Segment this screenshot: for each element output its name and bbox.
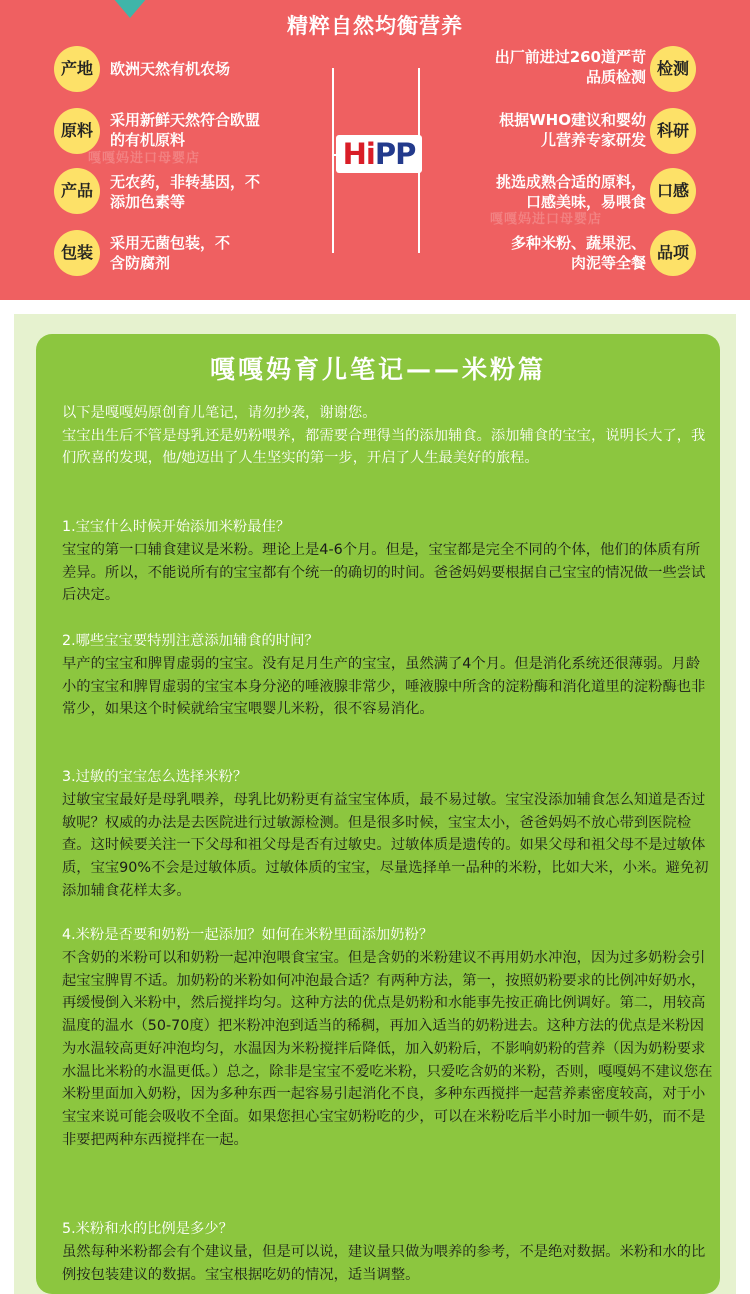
article-title: 嘎嘎妈育儿笔记——米粉篇 xyxy=(209,355,546,384)
badge-variety: 品项 xyxy=(650,230,696,276)
badge-taste: 口感 xyxy=(650,168,696,214)
shop-watermark: 嘎嘎妈进口母婴店 xyxy=(88,151,201,166)
feature-text-origin: 欧洲天然有机农场 xyxy=(110,60,231,78)
feature-text-taste: 挑选成熟合适的原料，口感美味，易喂食 xyxy=(495,173,646,211)
badge-testing: 检测 xyxy=(650,46,696,92)
feature-text-packaging: 采用无菌包装，不含防腐剂 xyxy=(110,234,231,272)
badge-research: 科研 xyxy=(650,108,696,154)
left-connector-line xyxy=(332,68,334,253)
shop-watermark: 嘎嘎妈进口母婴店 xyxy=(490,212,603,227)
badge-origin: 产地 xyxy=(54,46,100,92)
article-intro: 以下是嘎嘎妈原创育儿笔记，请勿抄袭，谢谢您。 宝宝出生后不管是母乳还是奶粉喂养，都需要合理得当的添加辅食。添加辅食的宝宝，说明长大了，我们欣喜的发现，他/她迈出了人生坚实的第一步，开启了人生最美好的旅程。 xyxy=(62,405,706,467)
question-4: 4.米粉是否要和奶粉一起添加？如何在米粉里面添加奶粉？ xyxy=(62,927,434,943)
banner-title: 精粹自然均衡营养 xyxy=(287,14,463,38)
badge-ingredients: 原料 xyxy=(54,108,100,154)
badge-packaging: 包装 xyxy=(54,230,100,276)
product-feature-banner xyxy=(0,0,750,300)
badge-product: 产品 xyxy=(54,168,100,214)
feature-text-variety: 多种米粉、蔬果泥、肉泥等全餐 xyxy=(510,234,646,272)
feature-text-testing: 出厂前进过260道严苛品质检测 xyxy=(494,48,646,86)
feature-text-ingredients: 采用新鲜天然符合欧盟的有机原料 xyxy=(110,111,261,149)
answer-4: 不含奶的米粉可以和奶粉一起冲泡喂食宝宝。但是含奶的米粉建议不再用奶水冲泡，因为过多奶粉会引起宝宝脾胃不适。加奶粉的米粉如何冲泡最合适？有两种方法，第一，按照奶粉要求的比例冲好奶水，再缓慢倒入米粉中，然后搅拌均匀。这种方法的优点是奶粉和水能事先按正确比例调好。第二，用较高温度的温水（50-70度）把米粉冲泡到适当的稀稠，再加入适当的奶粉进去。这种方法的优点是米粉因为水温较高更好冲泡均匀，水温因为米粉搅拌后降低，加入奶粉后，不影响奶粉的营养（因为奶粉要求水温比米粉的水温更低。）总之，除非是宝宝不爱吃米粉，只爱吃含奶的米粉，否则，嘎嘎妈不建议您在米粉里面加入奶粉，因为多种东西一起容易引起消化不良，多种东西搅拌一起营养素密度较高，对于小宝宝来说可能会吸收不全面。如果您担心宝宝奶粉吃的少，可以在米粉吃后半小时加一顿牛奶，而不是非要把两种东西搅拌在一起。 xyxy=(62,950,713,1148)
feature-text-product: 无农药，非转基因，不添加色素等 xyxy=(110,173,261,211)
hipp-logo: HiPP xyxy=(336,135,422,173)
answer-5: 虽然每种米粉都会有个建议量，但是可以说，建议量只做为喂养的参考，不是绝对数据。米粉和水的比例按包装建议的数据。宝宝根据吃奶的情况，适当调整。 xyxy=(62,1244,706,1283)
question-1: 1.宝宝什么时候开始添加米粉最佳？ xyxy=(62,519,291,535)
feature-text-research: 根据WHO建议和婴幼儿营养专家研发 xyxy=(499,111,646,149)
answer-1: 宝宝的第一口辅食建议是米粉。理论上是4-6个月。但是，宝宝都是完全不同的个体，他们的体质有所差异。所以，不能说所有的宝宝都有个统一的确切的时间。爸爸妈妈要根据自己宝宝的情况做一些尝试后决定。 xyxy=(62,542,706,604)
question-2: 2.哪些宝宝要特别注意添加辅食的时间？ xyxy=(62,633,319,649)
question-3: 3.过敏的宝宝怎么选择米粉？ xyxy=(62,769,248,785)
question-5: 5.米粉和水的比例是多少？ xyxy=(62,1221,233,1237)
answer-2: 早产的宝宝和脾胃虚弱的宝宝。没有足月生产的宝宝，虽然满了4个月。但是消化系统还很薄弱。月龄小的宝宝和脾胃虚弱的宝宝本身分泌的唾液腺非常少，唾液腺中所含的淀粉酶和消化道里的淀粉酶也非常少，如果这个时候就给宝宝喂婴儿米粉，很不容易消化。 xyxy=(62,656,706,718)
article-card xyxy=(36,334,720,1294)
answer-3: 过敏宝宝最好是母乳喂养，母乳比奶粉更有益宝宝体质，最不易过敏。宝宝没添加辅食怎么知道是否过敏呢？权威的办法是去医院进行过敏源检测。但是很多时候，宝宝太小，爸爸妈妈不放心带到医院检查。这时候要关注一下父母和祖父母是否有过敏史。过敏体质是遗传的。如果父母和祖父母不是过敏体质，宝宝90%不会是过敏体质。过敏体质的宝宝，尽量选择单一品种的米粉，比如大米，小米。避免初添加辅食花样太多。 xyxy=(62,792,709,899)
